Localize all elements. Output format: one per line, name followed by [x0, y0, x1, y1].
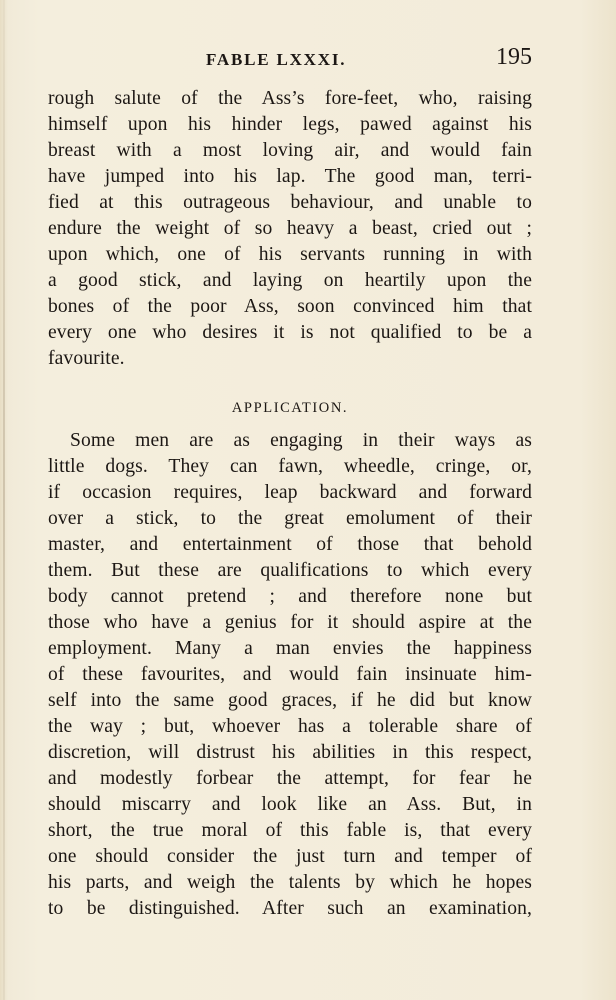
text-line: the way ; but, whoever has a tolerable share of: [48, 716, 532, 737]
text-line: body cannot pretend ; and therefore none but: [48, 586, 532, 607]
text-line: employment. Many a man envies the happiness: [48, 638, 532, 659]
text-line: Some men are as engaging in their ways as: [70, 430, 532, 451]
text-line: and modestly forbear the attempt, for fear he: [48, 768, 532, 789]
text-line: discretion, will distrust his abilities in this respect,: [48, 742, 532, 763]
text-line: every one who desires it is not qualified to be a: [48, 322, 532, 343]
text-line: have jumped into his lap. The good man, terri-: [48, 166, 532, 187]
text-line: rough salute of the Ass’s fore-feet, who, raising: [48, 88, 532, 109]
text-line: short, the true moral of this fable is, that every: [48, 820, 532, 841]
text-line: upon which, one of his servants running in with: [48, 244, 532, 265]
text-line: breast with a most loving air, and would fain: [48, 140, 532, 161]
text-line: self into the same good graces, if he did but know: [48, 690, 532, 711]
text-line: himself upon his hinder legs, pawed against his: [48, 114, 532, 135]
text-line: endure the weight of so heavy a beast, cried out ;: [48, 218, 532, 239]
text-line: little dogs. They can fawn, wheedle, cringe, or,: [48, 456, 532, 477]
text-line: a good stick, and laying on heartily upon the: [48, 270, 532, 291]
page-gutter: [3, 0, 5, 1000]
text-line: them. But these are qualifications to which every: [48, 560, 532, 581]
text-line: of these favourites, and would fain insinuate him-: [48, 664, 532, 685]
text-line: those who have a genius for it should aspire at the: [48, 612, 532, 633]
text-line: favourite.: [48, 348, 125, 369]
text-line: bones of the poor Ass, soon convinced him that: [48, 296, 532, 317]
running-head: [48, 44, 532, 76]
text-line: fied at this outrageous behaviour, and unable to: [48, 192, 532, 213]
text-line: his parts, and weigh the talents by which he hopes: [48, 872, 532, 893]
text-line: master, and entertainment of those that behold: [48, 534, 532, 555]
text-line: one should consider the just turn and temper of: [48, 846, 532, 867]
text-line: over a stick, to the great emolument of their: [48, 508, 532, 529]
page-number: 195: [496, 44, 532, 70]
text-line: should miscarry and look like an Ass. But, in: [48, 794, 532, 815]
running-head-title: FABLE LXXXI.: [206, 50, 347, 69]
section-heading: APPLICATION.: [231, 400, 349, 416]
text-line: if occasion requires, leap backward and forward: [48, 482, 532, 503]
text-line: to be distinguished. After such an examination,: [48, 898, 532, 919]
